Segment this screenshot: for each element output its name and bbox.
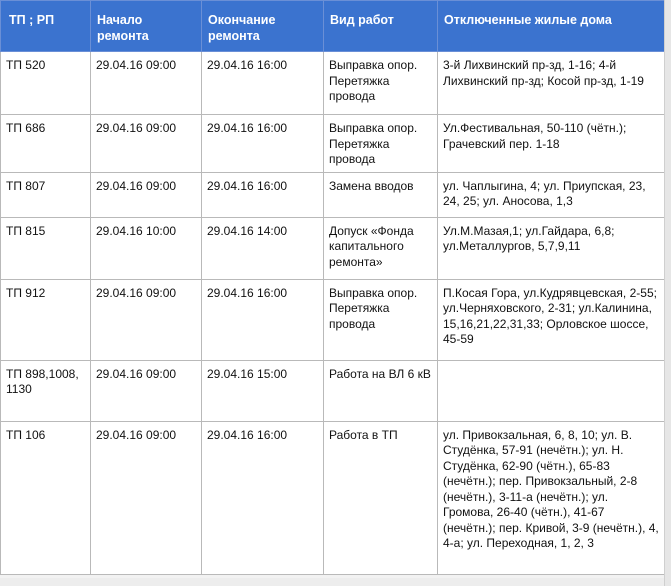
cell-start: 29.04.16 09:00 [91, 279, 202, 360]
table-row [1, 52, 665, 115]
cell-start: 29.04.16 10:00 [91, 217, 202, 279]
cell-tp: ТП 686 [1, 115, 91, 173]
bottom-edge-strip [0, 578, 664, 586]
header-end: Окончание ремонта [202, 1, 324, 52]
header-tp: ТП ; РП [1, 1, 91, 52]
cell-work: Выправка опор. Перетяжка провода [324, 52, 438, 115]
cell-start: 29.04.16 09:00 [91, 421, 202, 574]
cell-tp: ТП 106 [1, 421, 91, 574]
cell-houses: ул. Чаплыгина, 4; ул. Приупская, 23, 24, 25; ул. Аносова, 1,3 [438, 172, 665, 217]
cell-work: Работа в ТП [324, 421, 438, 574]
cell-work: Допуск «Фонда капитального ремонта» [324, 217, 438, 279]
cell-houses: ул. Привокзальная, 6, 8, 10; ул. В. Студёнка, 57-91 (нечётн.); ул. Н. Студёнка, 62-90 (чётн.), 65-83 (нечётн.); пер. Привокзальный, 2-8 (нечётн.), 3-11-а (нечётн.); ул. Громова, 26-40 (чётн.), 41-67 (нечётн.); пер. Кривой, 3-9 (нечётн.), 4, 4-а; ул. Переходная, 1, 2, 3 [438, 421, 665, 574]
cell-tp: ТП 815 [1, 217, 91, 279]
cell-start: 29.04.16 09:00 [91, 52, 202, 115]
header-row [1, 1, 665, 52]
cell-houses: П.Косая Гора, ул.Кудрявцевская, 2-55; ул.Черняховского, 2-31; ул.Калинина, 15,16,21,22,31,33; Орловское шоссе, 45-59 [438, 279, 665, 360]
table-row [1, 421, 665, 574]
header-work-type: Вид работ [324, 1, 438, 52]
header-houses: Отключенные жилые дома [438, 1, 665, 52]
cell-tp: ТП 807 [1, 172, 91, 217]
table-header [1, 1, 665, 52]
table-row [1, 115, 665, 173]
cell-houses: Ул.М.Мазая,1; ул.Гайдара, 6,8; ул.Металлургов, 5,7,9,11 [438, 217, 665, 279]
cell-houses: Ул.Фестивальная, 50-110 (чётн.); Грачевский пер. 1-18 [438, 115, 665, 173]
header-start: Начало ремонта [91, 1, 202, 52]
right-edge-bar [664, 0, 671, 586]
cell-start: 29.04.16 09:00 [91, 172, 202, 217]
cell-tp: ТП 520 [1, 52, 91, 115]
cell-start: 29.04.16 09:00 [91, 115, 202, 173]
table-row [1, 217, 665, 279]
cell-tp: ТП 912 [1, 279, 91, 360]
cell-end: 29.04.16 16:00 [202, 421, 324, 574]
cell-end: 29.04.16 16:00 [202, 115, 324, 173]
cell-work: Выправка опор. Перетяжка провода [324, 115, 438, 173]
cell-start: 29.04.16 09:00 [91, 360, 202, 421]
cell-tp: ТП 898,1008, 1130 [1, 360, 91, 421]
cell-end: 29.04.16 16:00 [202, 52, 324, 115]
cell-end: 29.04.16 16:00 [202, 172, 324, 217]
table-body [1, 52, 665, 575]
cell-work: Замена вводов [324, 172, 438, 217]
cell-houses [438, 360, 665, 421]
cell-work: Работа на ВЛ 6 кВ [324, 360, 438, 421]
cell-end: 29.04.16 16:00 [202, 279, 324, 360]
table-row [1, 172, 665, 217]
cell-work: Выправка опор. Перетяжка провода [324, 279, 438, 360]
cell-end: 29.04.16 15:00 [202, 360, 324, 421]
table-row [1, 279, 665, 360]
cell-end: 29.04.16 14:00 [202, 217, 324, 279]
cell-houses: 3-й Лихвинский пр-зд, 1-16; 4-й Лихвинский пр-зд; Косой пр-зд, 1-19 [438, 52, 665, 115]
table-row [1, 360, 665, 421]
